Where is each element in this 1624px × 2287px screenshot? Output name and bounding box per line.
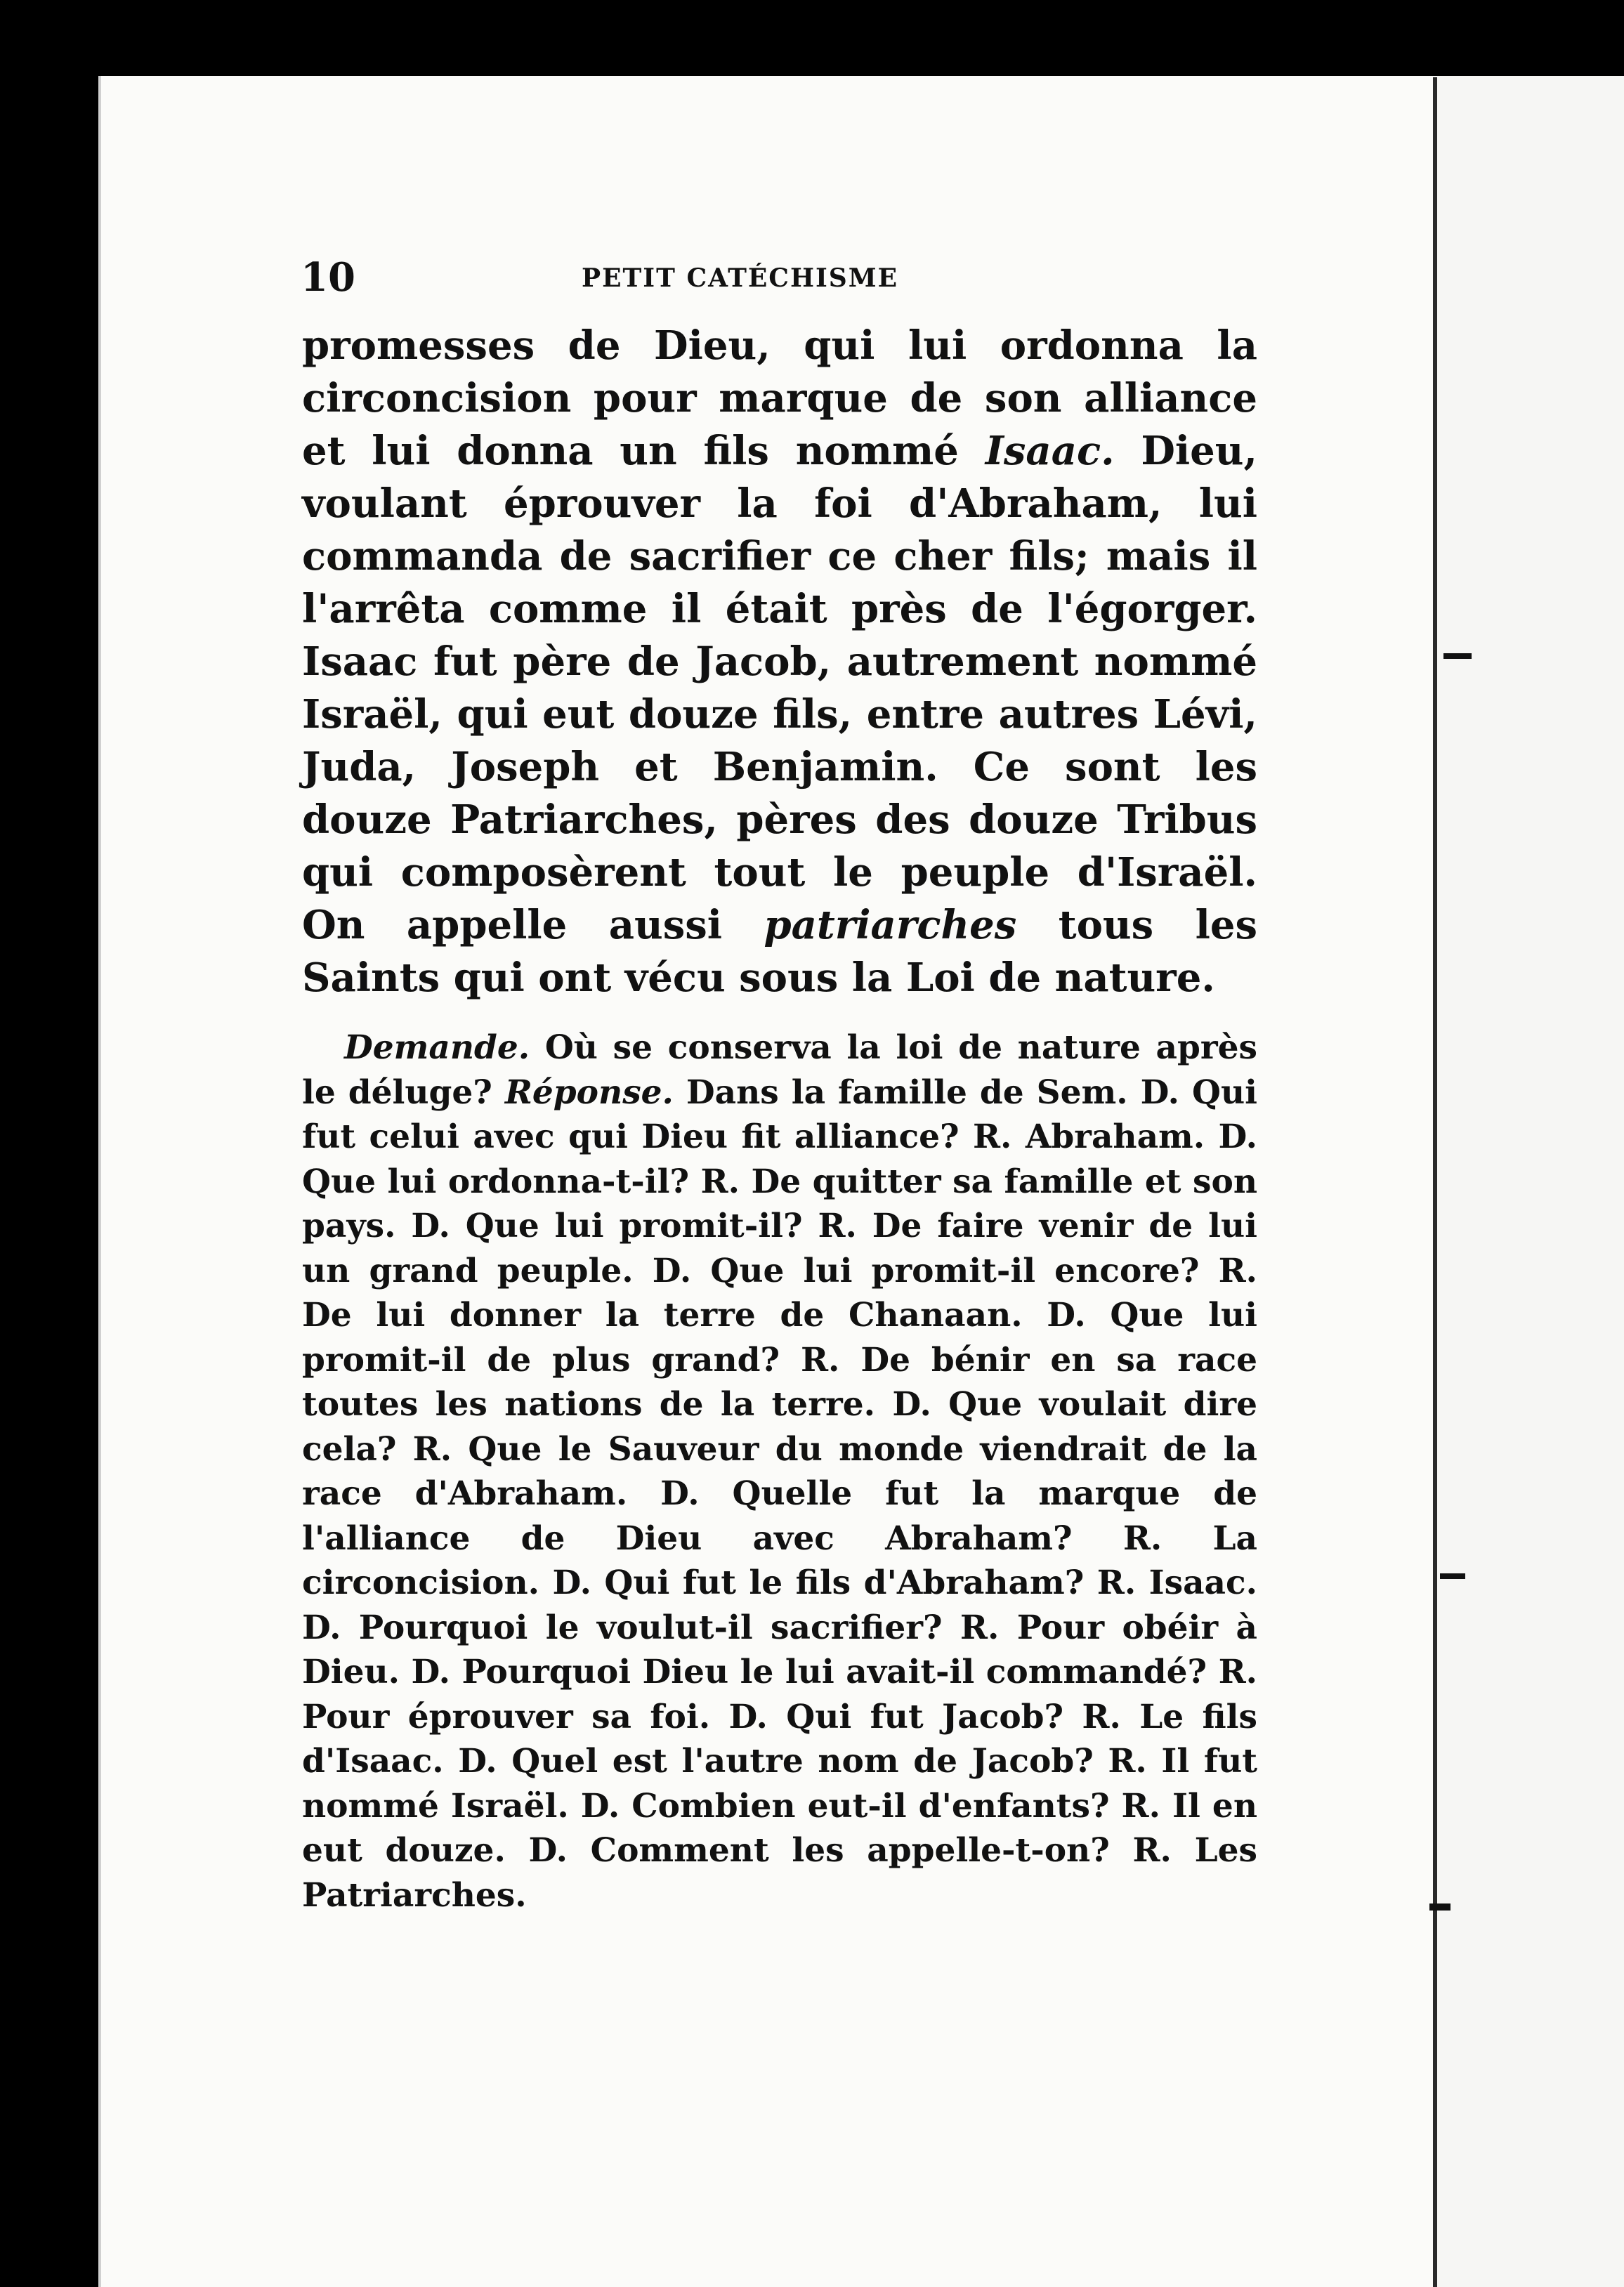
running-title: PETIT CATÉCHISME: [582, 263, 899, 293]
page-number: 10: [301, 254, 355, 301]
page-header: [301, 253, 1256, 302]
narrative-text: Dieu, voulant éprouver la foi d'Abraham, lui commanda de sacrifier ce cher fils; mais il l'arrêta comme il était près de l'égorger. Isaac fut père de Jacob, autrement nommé Israël, qui eut douze fils, entre autres Lévi, Juda, Joseph et Benjamin. Ce sont les douze Patriarches, pères des douze Tribus qui composèrent tout le peuple d'Israël. On appelle aussi: [302, 428, 1258, 948]
narrative-paragraph: [302, 320, 1257, 1004]
narrative-text: promesses de Dieu, qui lui ordonna la circoncision pour marque de son alliance et lui donna un fils nommé: [302, 322, 1257, 474]
catechism-paragraph: [302, 1025, 1257, 1918]
edge-mark: [1429, 1903, 1451, 1911]
catechism-text: Dans la famille de Sem. D. Qui fut celui avec qui Dieu fit alliance? R. Abraham. D. Que lui ordonna-t-il? R. De quitter sa famille et son pays. D. Que lui promit-il? R. De faire venir de lui un grand peuple. D. Que lui promit-il encore? R. De lui donner la terre de Chanaan. D. Que lui promit-il de plus grand? R. De bénir en sa race toutes les nations de la terre. D. Que voulait dire cela? R. Que le Sauveur du monde viendrait de la race d'Abraham. D. Quelle fut la marque de l'alliance de Dieu avec Abraham? R. La circoncision. D. Qui fut le fils d'Abraham? R. Isaac. D. Pourquoi le voulut-il sacrifier? R. Pour obéir à Dieu. D. Pourquoi Dieu le lui avait-il commandé? R. Pour éprouver sa foi. D. Qui fut Jacob? R. Le fils d'Isaac. D. Quel est l'autre nom de Jacob? R. Il fut nommé Israël. D. Combien eut-il d'enfants? R. Il en eut douze. D. Comment les appelle-t-on? R. Les Patriarches.: [302, 1073, 1257, 1915]
italic-name: Isaac.: [985, 428, 1115, 474]
catechism-text: Où se conserva la loi de nature après le déluge?: [302, 1028, 1257, 1112]
page-body: [302, 320, 1257, 1918]
narrative-text: tous les Saints qui ont vécu sous la Loi de nature.: [302, 902, 1257, 1001]
demande-label: Demande.: [344, 1028, 530, 1067]
edge-mark: [1443, 653, 1472, 659]
edge-mark: [1440, 1573, 1465, 1579]
italic-term: patriarches: [764, 902, 1017, 948]
reponse-label: Réponse.: [504, 1073, 674, 1112]
adjacent-page: [1437, 76, 1624, 2287]
